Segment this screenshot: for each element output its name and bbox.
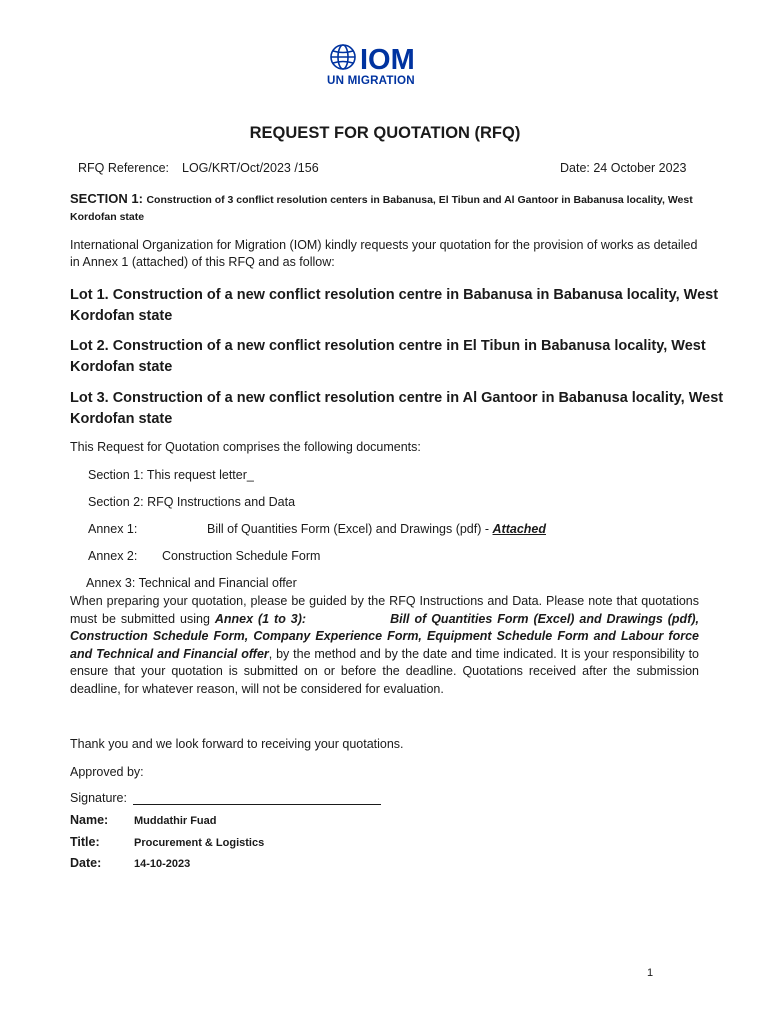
- instructions-paragraph: [70, 593, 699, 699]
- signature-label: Signature:: [70, 791, 127, 805]
- date-value: 14-10-2023: [134, 858, 191, 870]
- annex-reference: Annex (1 to 3):: [214, 611, 307, 626]
- lot-3: Lot 3. Construction of a new conflict resolution centre in Al Gantoor in Babanusa locality, West Kordofan state: [70, 390, 724, 427]
- name-label: Name:: [70, 813, 109, 827]
- date-label: Date:: [70, 856, 102, 870]
- documents-intro: This Request for Quotation comprises the following documents:: [70, 440, 421, 454]
- iom-logo: [326, 42, 446, 88]
- logo-name: IOM: [360, 44, 415, 76]
- para-part-2: , by the method and by the date and time indicated. It is your responsibility to ensure that your quotation is submitted on or before the deadline. Quotations received after the submission deadline, for whatever reason, will not be considered for evaluation.: [70, 646, 699, 696]
- title-label: Title:: [70, 835, 100, 849]
- un-emblem-icon: [331, 45, 355, 69]
- attached-label: Attached: [492, 522, 546, 536]
- document-annex-2: Construction Schedule Form: [162, 549, 321, 563]
- document-section-1: Section 1: This request letter_: [88, 468, 254, 482]
- para-part-1: When preparing your quotation, please be guided by the RFQ Instructions and Data. Please note that quotations must be submitted using: [70, 594, 699, 626]
- document-annex-2-label: Annex 2:: [88, 549, 138, 563]
- approved-by-label: Approved by:: [70, 765, 144, 779]
- rfq-date: Date: 24 October 2023: [560, 161, 687, 175]
- document-section-2: Section 2: RFQ Instructions and Data: [88, 495, 296, 509]
- lot-1: Lot 1. Construction of a new conflict resolution centre in Babanusa in Babanusa locality, West Kordofan state: [70, 287, 719, 324]
- signature-line: [133, 804, 381, 805]
- intro-paragraph: International Organization for Migration (IOM) kindly requests your quotation for the provision of works as detailed in Annex 1 (attached) of this RFQ and as follow:: [70, 238, 698, 269]
- logo-subtitle: UN MIGRATION: [327, 74, 415, 87]
- page-title: REQUEST FOR QUOTATION (RFQ): [249, 124, 521, 142]
- document-annex-1-label: Annex 1:: [88, 522, 138, 536]
- section-1-description: Construction of 3 conflict resolution centers in Babanusa, El Tibun and Al Gantoor in Babanusa locality, West Kordofan state: [70, 194, 693, 223]
- required-forms: Bill of Quantities Form (Excel) and Drawings (pdf), Construction Schedule Form, Company Experience Form, Equipment Schedule Form and Labour force and Technical and Financial offer: [70, 611, 699, 661]
- section-1-heading: [70, 191, 710, 225]
- section-1-label: SECTION 1:: [70, 191, 143, 206]
- document-annex-1: [207, 522, 546, 536]
- thanks-text: Thank you and we look forward to receiving your quotations.: [70, 737, 404, 751]
- page-number: 1: [647, 967, 654, 979]
- document-annex-3: Annex 3: Technical and Financial offer: [86, 576, 297, 590]
- lot-2: Lot 2. Construction of a new conflict resolution centre in El Tibun in Babanusa locality, West Kordofan state: [70, 338, 706, 375]
- name-value: Muddathir Fuad: [134, 815, 217, 827]
- rfq-reference-label: RFQ Reference:: [78, 161, 170, 175]
- rfq-reference-value: LOG/KRT/Oct/2023 /156: [182, 161, 319, 175]
- title-value: Procurement & Logistics: [134, 837, 265, 849]
- annex-1-text: Bill of Quantities Form (Excel) and Drawings (pdf) -: [207, 522, 493, 536]
